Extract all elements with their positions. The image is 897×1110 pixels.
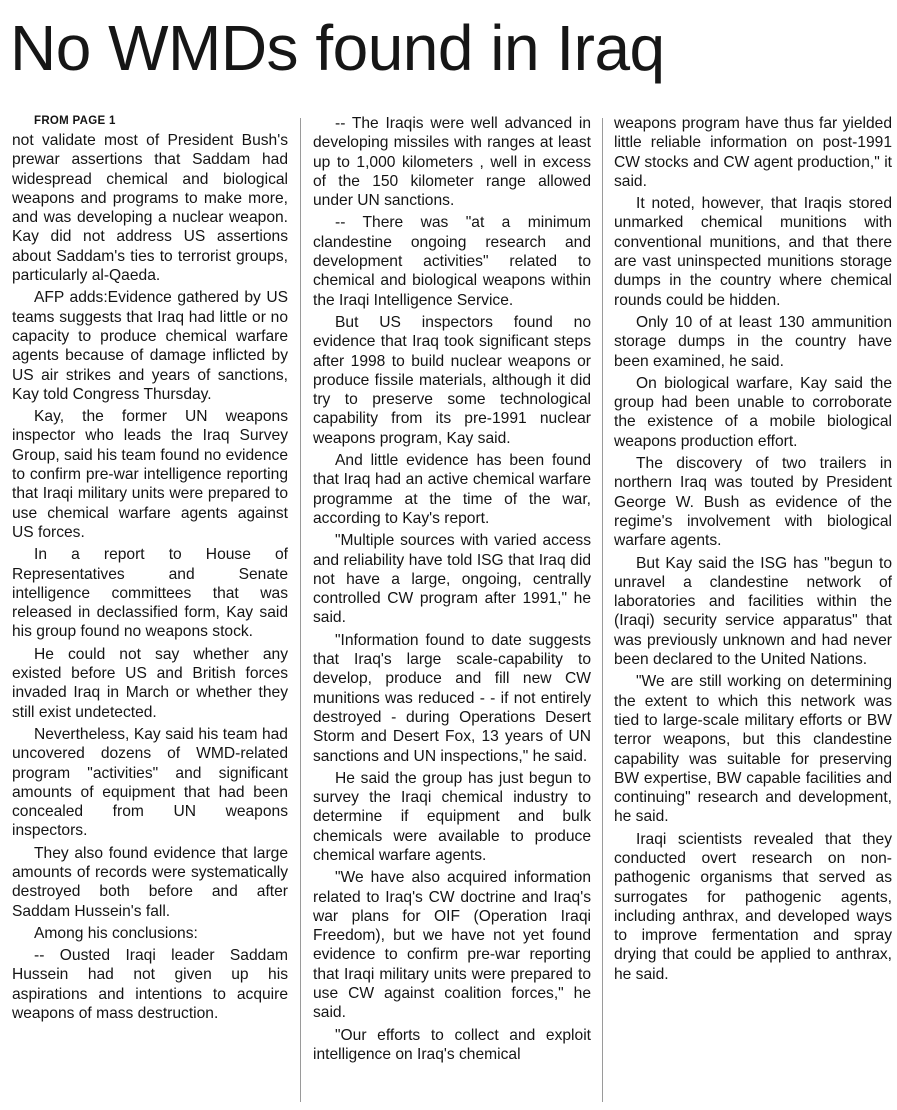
- paragraph: "We have also acquired information related to Iraq's CW doctrine and Iraq's war plans for OIF (Operation Iraqi Freedom), but we have not yet found evidence to confirm pre-war reporting that Iraqi military units were prepared to use CW against coalition forces," he said.: [313, 869, 591, 1022]
- column-divider: [300, 118, 301, 1102]
- paragraph: In a report to House of Representatives and Senate intelligence committees that was released in declassified form, Kay said his group found no weapons stock.: [12, 546, 288, 641]
- paragraph: Nevertheless, Kay said his team had uncovered dozens of WMD-related program "activities" and significant amounts of equipment that had been concealed from UN weapons inspectors.: [12, 725, 288, 840]
- paragraph: But Kay said the ISG has "begun to unravel a clandestine network of laboratories and facilities within the (Iraqi) security service apparatus" that was previously unknown and had never been declared to the United Nations.: [614, 554, 892, 669]
- paragraph: not validate most of President Bush's prewar assertions that Saddam had widespread chemical and biological weapons and programs to make more, and was developing a nuclear weapon. Kay did not address US assertions about Saddam's ties to terrorist groups, particularly al-Qaeda.: [12, 132, 288, 285]
- paragraph: "Multiple sources with varied access and reliability have told ISG that Iraq did not have a large, ongoing, centrally controlled CW program after 1991," he said.: [313, 532, 591, 627]
- paragraph: -- The Iraqis were well advanced in developing missiles with ranges at least up to 1,000 kilometers , well in excess of the 150 kilometer range allowed under UN sanctions.: [313, 115, 591, 210]
- paragraph: But US inspectors found no evidence that Iraq took significant steps after 1998 to build nuclear weapons or produce fissile materials, although it did try to preserve some technological capability from its pre-1991 nuclear weapons program, Kay said.: [313, 313, 591, 447]
- paragraph: He could not say whether any existed before US and British forces invaded Iraq in March or whether they still exist undetected.: [12, 645, 288, 721]
- paragraph: "Our efforts to collect and exploit intelligence on Iraq's chemical: [313, 1026, 591, 1063]
- paragraph: It noted, however, that Iraqis stored unmarked chemical munitions with conventional munitions, and that there are vast uninspected munitions storage dumps in the country where chemical rounds could be hidden.: [614, 195, 892, 309]
- paragraph: Kay, the former UN weapons inspector who leads the Iraq Survey Group, said his team found no evidence to confirm pre-war intelligence reporting that Iraqi military units were prepared to use chemical warfare agents against US forces.: [12, 408, 288, 541]
- paragraph: AFP adds:Evidence gathered by US teams suggests that Iraq had little or no capacity to produce chemical warfare agents because of damage inflicted by US air strikes and years of sanctions, Kay told Congress Thursday.: [12, 289, 288, 403]
- paragraph: The discovery of two trailers in northern Iraq was touted by President George W. Bush as evidence of the regime's involvement with biological warfare agents.: [614, 455, 892, 550]
- paragraph: He said the group has just begun to survey the Iraqi chemical industry to determine if equipment and bulk chemicals were available to produce chemical warfare agents.: [313, 769, 591, 864]
- article-column-3: [614, 114, 892, 1108]
- paragraph: -- There was "at a minimum clandestine ongoing research and development activities" related to chemical and biological weapons within the Iraqi Intelligence Service.: [313, 214, 591, 309]
- paragraph: "We are still working on determining the extent to which this network was tied to large-scale military efforts or BW terror weapons, but this clandestine capability was suitable for preserving BW expertise, BW capable facilities and continuing" research and development, he said.: [614, 673, 892, 826]
- paragraph: Among his conclusions:: [34, 924, 198, 942]
- paragraph: "Information found to date suggests that Iraq's large scale-capability to develop, produce and fill new CW munitions was reduced - - if not entirely destroyed - during Operations Desert Storm and Desert Fox, 13 years of UN sanctions and UN inspections," he said.: [313, 631, 591, 765]
- paragraph: They also found evidence that large amounts of records were systematically destroyed both before and after Saddam Hussein's fall.: [12, 844, 288, 920]
- paragraph: On biological warfare, Kay said the group had been unable to corroborate the existence of a mobile biological weapons production effort.: [614, 374, 892, 450]
- article-column-2: [313, 114, 591, 1108]
- paragraph: -- Ousted Iraqi leader Saddam Hussein had not given up his aspirations and intentions to acquire weapons of mass destruction.: [12, 947, 288, 1023]
- paragraph: Iraqi scientists revealed that they conducted overt research on non-pathogenic organisms that served as surrogates for pathogenic agents, including anthrax, and developed ways to improve fermentation and spray drying that could be applied to anthrax, he said.: [614, 830, 892, 983]
- paragraph: weapons program have thus far yielded little reliable information on post-1991 CW stocks and CW agent production," it said.: [614, 115, 892, 190]
- paragraph: Only 10 of at least 130 ammunition storage dumps in the country have been examined, he said.: [614, 313, 892, 370]
- paragraph: And little evidence has been found that Iraq had an active chemical warfare programme at the time of the war, according to Kay's report.: [313, 452, 591, 527]
- column-divider: [602, 118, 603, 1102]
- headline: No WMDs found in Iraq: [10, 12, 665, 84]
- article-column-1: [12, 114, 288, 1108]
- page-kicker: FROM PAGE 1: [34, 115, 116, 127]
